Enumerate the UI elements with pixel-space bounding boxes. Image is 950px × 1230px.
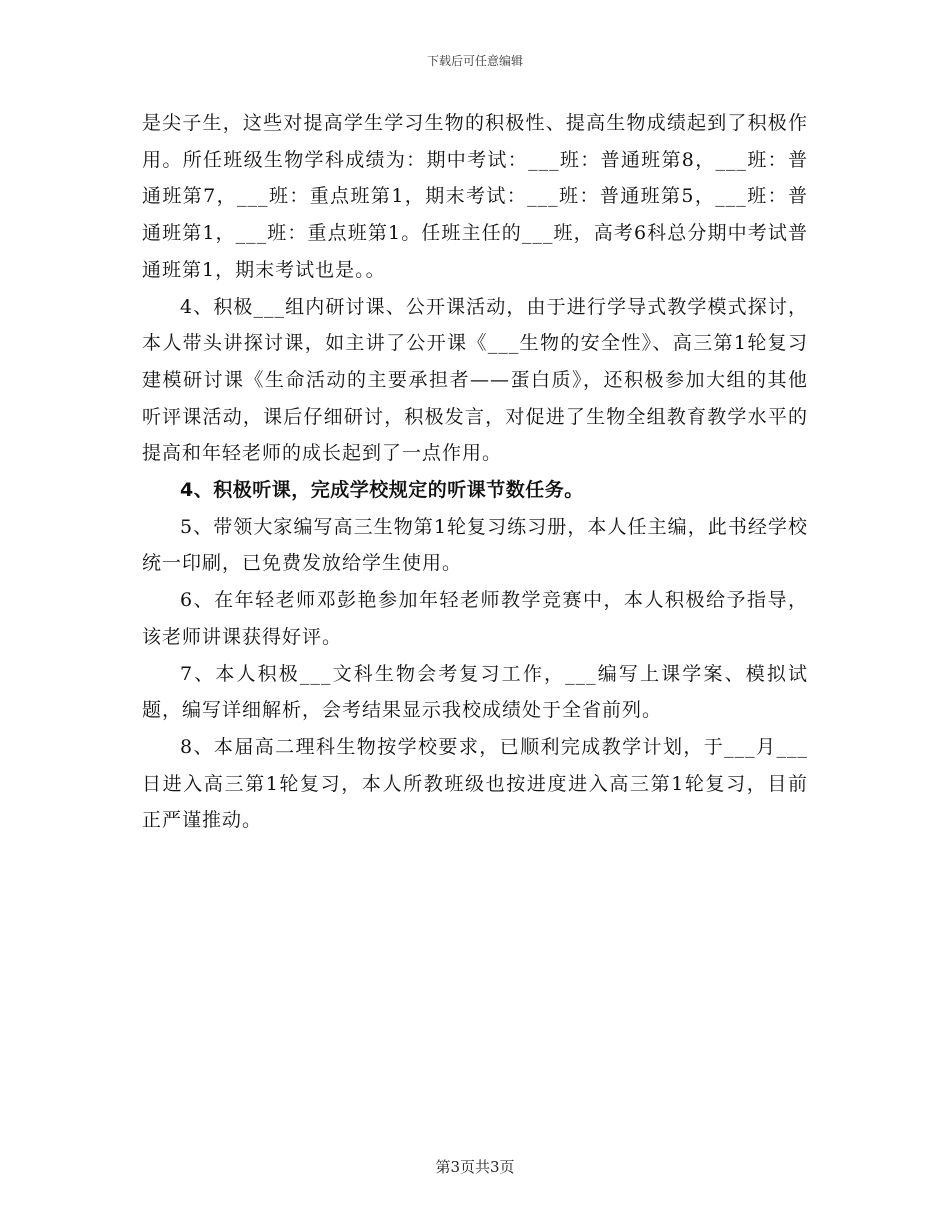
- document-body: [142, 105, 808, 839]
- paragraph-item-4-seminar: 4、积极___组内研讨课、公开课活动，由于进行学导式教学模式探讨，本人带头讲探讨课，如主讲了公开课《___生物的安全性》、高三第1轮复习建模研讨课《生命活动的主要承担者——蛋白质》，还积极参加大组的其他听评课活动，课后仔细研讨，积极发言，对促进了生物全组教育教学水平的提高和年轻老师的成长起到了一点作用。: [142, 295, 808, 465]
- paragraph-item-8: 8、本届高二理科生物按学校要求，已顺利完成教学计划，于___月___日进入高三第1轮复习，本人所教班级也按进度进入高三第1轮复习，目前正严谨推动。: [142, 735, 808, 832]
- paragraph-item-4-observation-heading: 4、积极听课，完成学校规定的听课节数任务。: [180, 479, 584, 502]
- paragraph-item-7: 7、本人积极___文科生物会考复习工作，___编写上课学案、模拟试题，编写详细解析，会考结果显示我校成绩处于全省前列。: [142, 662, 808, 722]
- paragraph-continuation: 是尖子生，这些对提高学生学习生物的积极性、提高生物成绩起到了积极作用。所任班级生物学科成绩为：期中考试：___班：普通班第8，___班：普通班第7，___班：重点班第1，期末考试：___班：普通班第5，___班：普通班第1，___班：重点班第1。任班主任的___班，高考6科总分期中考试普通班第1，期末考试也是。。: [142, 112, 808, 281]
- paragraph-item-5: 5、带领大家编写高三生物第1轮复习练习册，本人任主编，此书经学校统一印刷，已免费发放给学生使用。: [142, 515, 808, 575]
- page-header: 下载后可任意编辑: [426, 54, 523, 68]
- paragraph-item-6: 6、在年轻老师邓彭艳参加年轻老师教学竞赛中，本人积极给予指导，该老师讲课获得好评。: [142, 589, 808, 648]
- page-number: 第3页共3页: [435, 1158, 515, 1176]
